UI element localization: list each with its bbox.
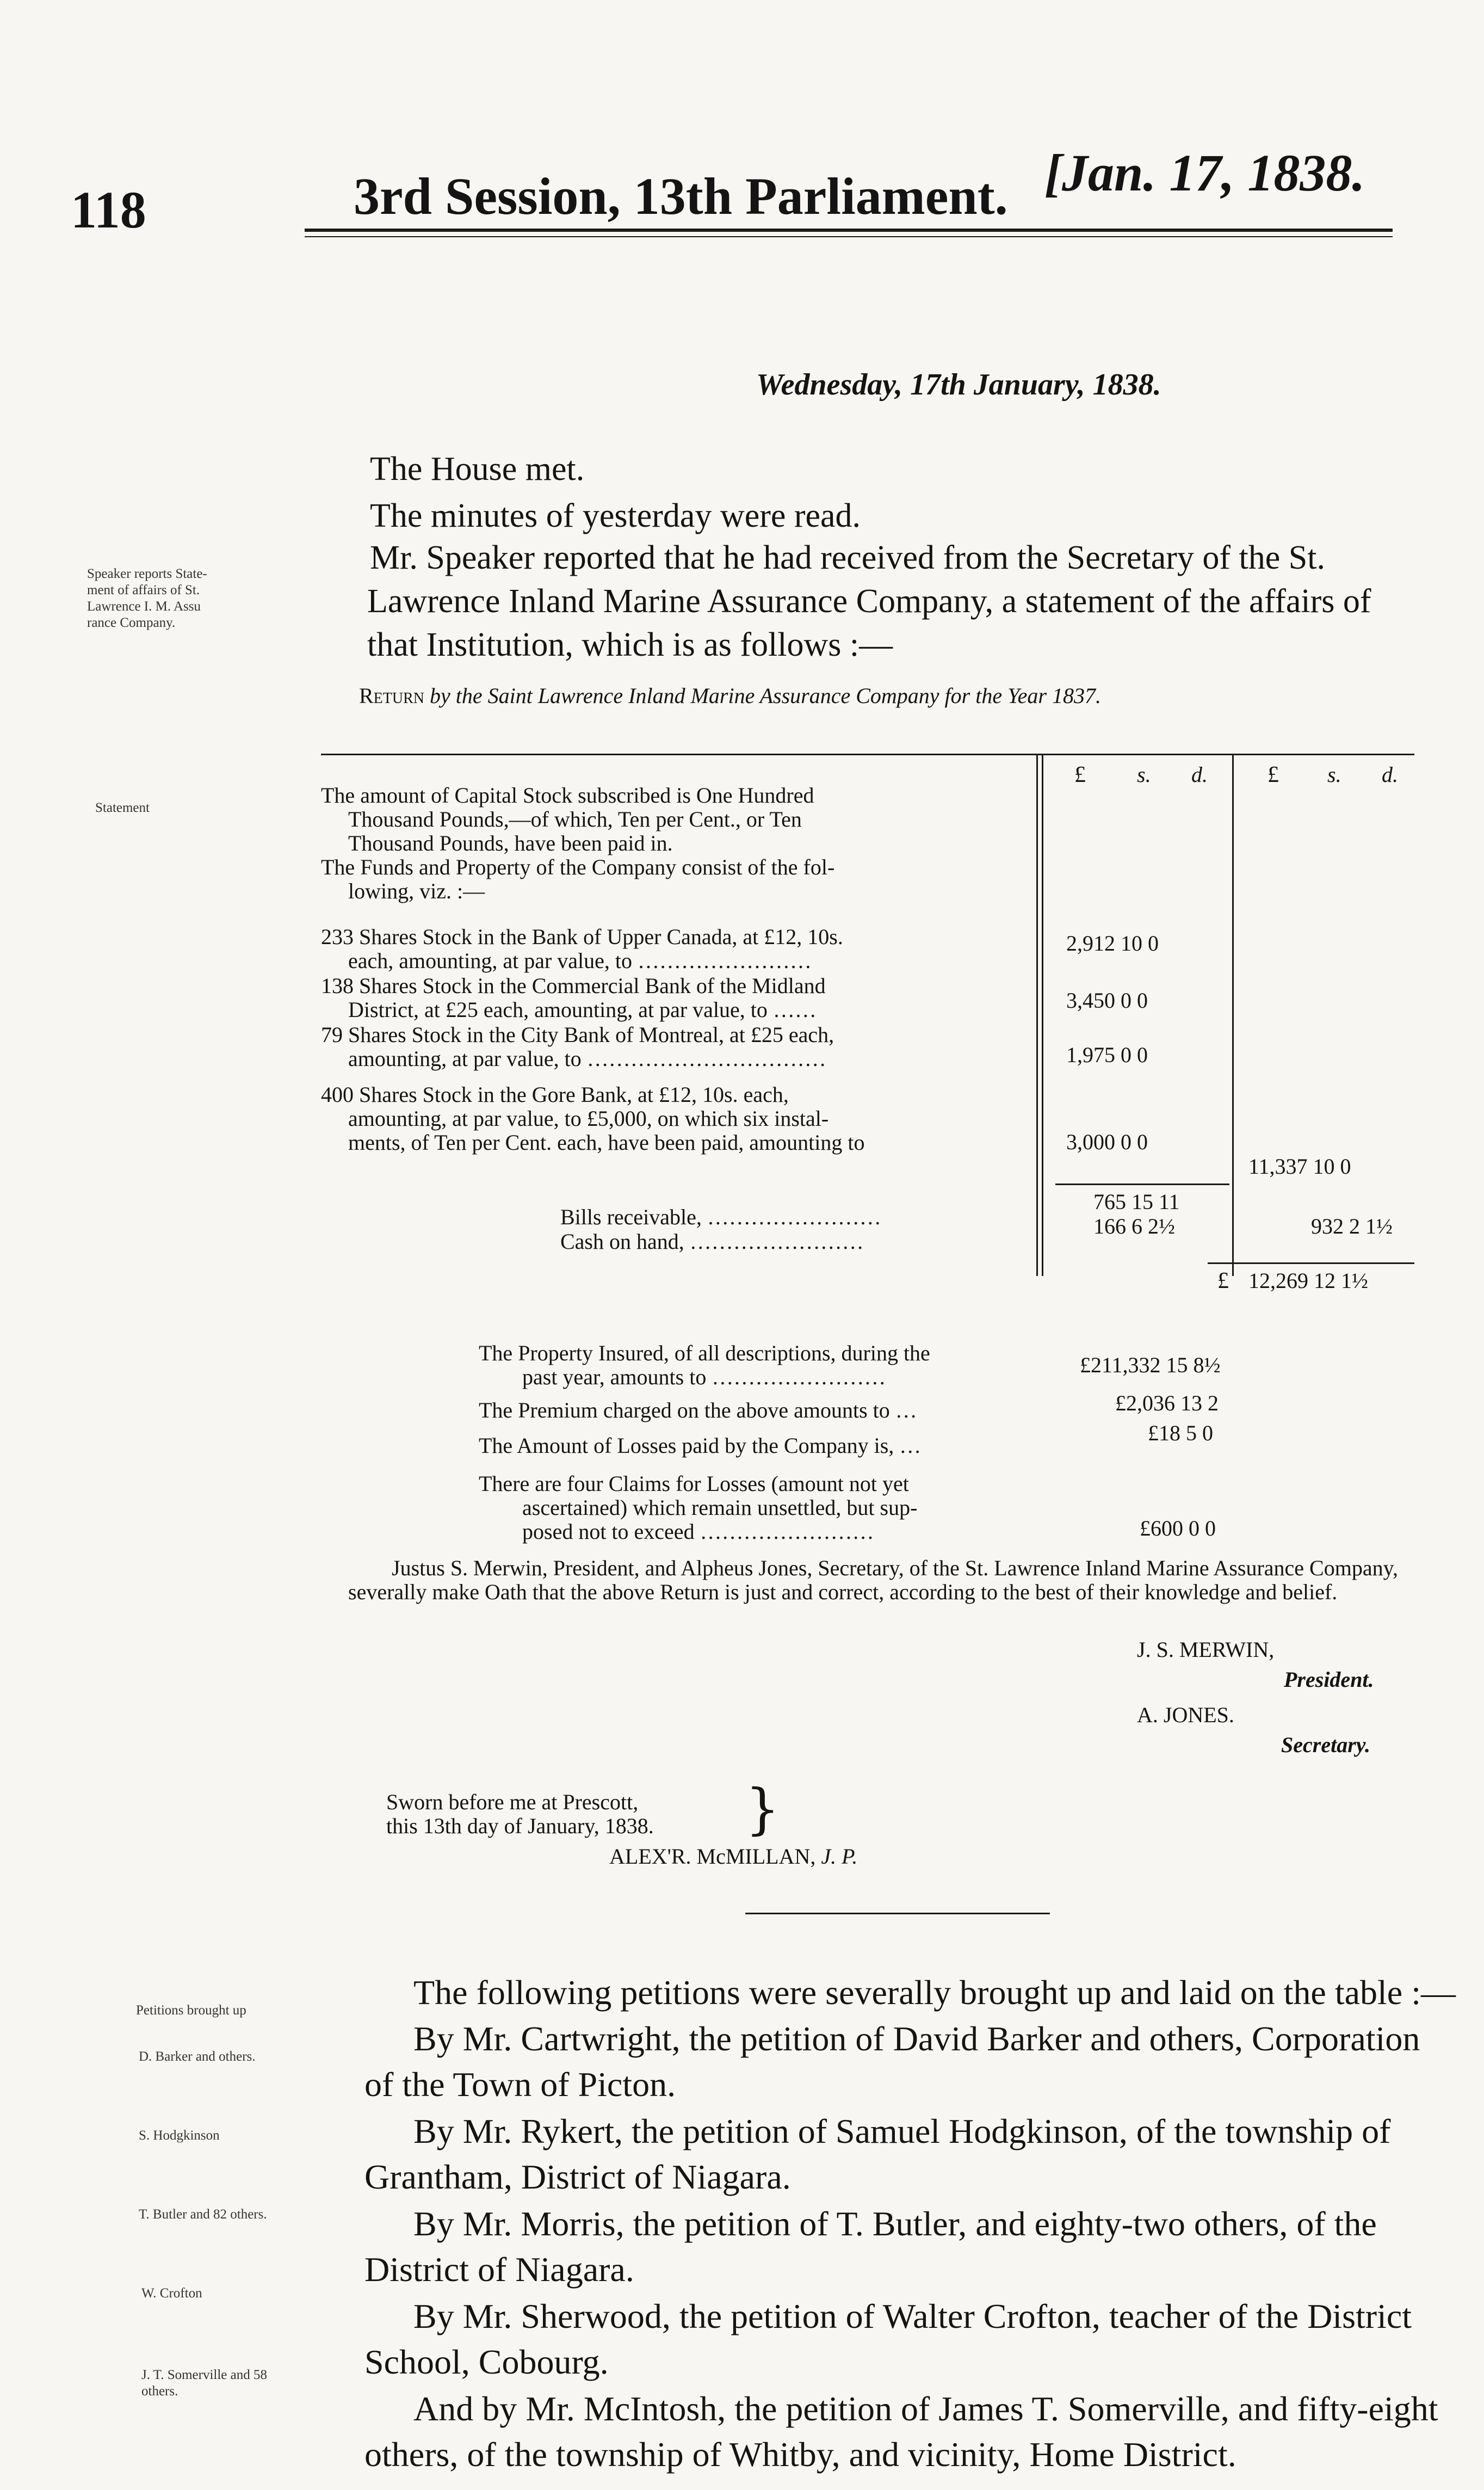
table-divider-1a bbox=[1036, 754, 1038, 1276]
running-title: 3rd Session, 13th Parliament. bbox=[354, 167, 1008, 225]
item-value: 3,000 0 0 bbox=[1066, 1130, 1148, 1154]
petitions-intro: The following petitions were severally brought up and laid on the table :— bbox=[413, 1973, 1456, 2012]
premium-value: £2,036 13 2 bbox=[1115, 1391, 1219, 1415]
col-header-pounds: £ bbox=[1074, 762, 1086, 787]
item-value: 1,975 0 0 bbox=[1066, 1043, 1148, 1067]
justice-of-peace: ALEX'R. McMILLAN, J. P. bbox=[609, 1844, 858, 1869]
signature-title-secretary: Secretary. bbox=[1281, 1733, 1371, 1757]
table-row: 233 Shares Stock in the Bank of Upper Canada, at £12, 10s. each, amounting, at par value, to …………………… bbox=[321, 924, 843, 973]
col-header-shillings-2: s. bbox=[1327, 762, 1341, 787]
table-divider-1b bbox=[1042, 754, 1043, 1276]
table-row: 138 Shares Stock in the Commercial Bank of the Midland District, at £25 each, amounting, at par value, to …… bbox=[321, 973, 826, 1022]
margin-note-speaker: Speaker reports State- ment of affairs of St. Lawrence I. M. Assu rance Company. bbox=[87, 566, 207, 630]
header-rule bbox=[305, 229, 1393, 232]
item-value: 2,912 10 0 bbox=[1066, 931, 1159, 956]
capital-stock-text: The amount of Capital Stock subscribed is One Hundred Thousand Pounds,—of which, Ten per Cent., or Ten Thousand Pounds, have been paid in. The Funds and Property of the Company consist of the fol- lowing, viz. :— bbox=[321, 783, 835, 903]
table-divider-2 bbox=[1232, 754, 1234, 1276]
petition-somerville: And by Mr. McIntosh, the petition of James T. Somerville, and fifty-eight others, of the township of Whitby, and vicinity, Home District. bbox=[364, 2389, 1438, 2474]
signature-merwin: J. S. MERWIN, bbox=[1137, 1637, 1275, 1662]
insured-row: The Property Insured, of all descriptions, during the past year, amounts to …………………… bbox=[479, 1341, 930, 1389]
petition-barker: By Mr. Cartwright, the petition of David Barker and others, Corporation of the Town of Picton. bbox=[364, 2019, 1420, 2104]
premium-row: The Premium charged on the above amounts to … bbox=[479, 1398, 917, 1422]
signature-title-president: President. bbox=[1284, 1667, 1374, 1692]
claims-value: £600 0 0 bbox=[1140, 1516, 1216, 1540]
col-header-pence-2: d. bbox=[1382, 762, 1398, 787]
claims-row: There are four Claims for Losses (amount not yet ascertained) which remain unsettled, but sup- posed not to exceed …………………… bbox=[479, 1471, 918, 1544]
margin-note-petitions: Petitions brought up bbox=[136, 2003, 246, 2018]
sworn-statement: Sworn before me at Prescott, this 13th day of January, 1838. bbox=[386, 1790, 654, 1838]
minutes-read: The minutes of yesterday were read. bbox=[370, 497, 861, 534]
item-value: 3,450 0 0 bbox=[1066, 988, 1148, 1013]
margin-note-butler: T. Butler and 82 others. bbox=[139, 2207, 267, 2222]
margin-note-somerville: J. T. Somerville and 58 others. bbox=[141, 2368, 267, 2399]
petition-butler: By Mr. Morris, the petition of T. Butler, and eighty-two others, of the District of Niagara. bbox=[364, 2204, 1377, 2289]
margin-note-barker: D. Barker and others. bbox=[139, 2049, 256, 2064]
col-header-pounds-2: £ bbox=[1267, 762, 1279, 787]
subtotal-rule bbox=[1055, 1184, 1229, 1185]
table-row: 400 Shares Stock in the Gore Bank, at £12, 10s. each, amounting, at par value, to £5,000, on which six instal- ments, of Ten per Cent. each, have been paid, amounting to bbox=[321, 1082, 865, 1155]
bills-receivable-label: Bills receivable, …………………… bbox=[560, 1205, 881, 1229]
grand-total: 12,269 12 1½ bbox=[1248, 1268, 1368, 1293]
page-number: 118 bbox=[71, 181, 146, 239]
speaker-paragraph: Mr. Speaker reported that he had received from the Secretary of the St. Lawrence Inland Marine Assurance Company, a statement of the affairs of that Institution, which is as follows :— bbox=[367, 539, 1371, 663]
bills-receivable-value: 765 15 11 bbox=[1093, 1189, 1180, 1214]
total-symbol: £ bbox=[1217, 1268, 1229, 1293]
cash-on-hand-value: 166 6 2½ bbox=[1093, 1214, 1175, 1238]
date-line: Wednesday, 17th January, 1838. bbox=[756, 368, 1161, 402]
subtotal-shares: 11,337 10 0 bbox=[1248, 1154, 1351, 1179]
margin-note-crofton: W. Crofton bbox=[141, 2286, 202, 2301]
col-header-pence: d. bbox=[1191, 762, 1208, 787]
table-row: 79 Shares Stock in the City Bank of Montreal, at £25 each, amounting, at par value, to …………………………… bbox=[321, 1022, 834, 1071]
insured-value: £211,332 15 8½ bbox=[1080, 1353, 1221, 1377]
brace-icon: } bbox=[745, 1777, 780, 1841]
losses-value: £18 5 0 bbox=[1148, 1421, 1213, 1445]
col-header-shillings: s. bbox=[1137, 762, 1151, 787]
section-divider bbox=[745, 1913, 1050, 1914]
house-met: The House met. bbox=[370, 451, 585, 488]
signature-jones: A. JONES. bbox=[1137, 1703, 1234, 1727]
subtotal-bills-cash: 932 2 1½ bbox=[1311, 1214, 1393, 1238]
margin-note-statement: Statement bbox=[95, 800, 150, 815]
petition-crofton: By Mr. Sherwood, the petition of Walter Crofton, teacher of the District School, Cobourg. bbox=[364, 2297, 1412, 2381]
petition-hodgkinson: By Mr. Rykert, the petition of Samuel Hodgkinson, of the township of Grantham, District of Niagara. bbox=[364, 2112, 1391, 2196]
margin-note-hodgkinson: S. Hodgkinson bbox=[139, 2128, 220, 2143]
running-date: [Jan. 17, 1838. bbox=[1044, 144, 1365, 202]
return-title: Return by the Saint Lawrence Inland Marine Assurance Company for the Year 1837. bbox=[359, 683, 1101, 708]
cash-on-hand-label: Cash on hand, …………………… bbox=[560, 1229, 864, 1254]
losses-row: The Amount of Losses paid by the Company is, … bbox=[479, 1433, 922, 1458]
header-rule-thin bbox=[305, 236, 1393, 237]
total-rule bbox=[1208, 1262, 1414, 1264]
oath-paragraph: Justus S. Merwin, President, and Alpheus Jones, Secretary, of the St. Lawrence Inland Marine Assurance Company, severally make Oath that the above Return is just and correct, according to the best of their knowledge and belief. bbox=[348, 1556, 1398, 1604]
table-top-rule bbox=[321, 754, 1414, 755]
